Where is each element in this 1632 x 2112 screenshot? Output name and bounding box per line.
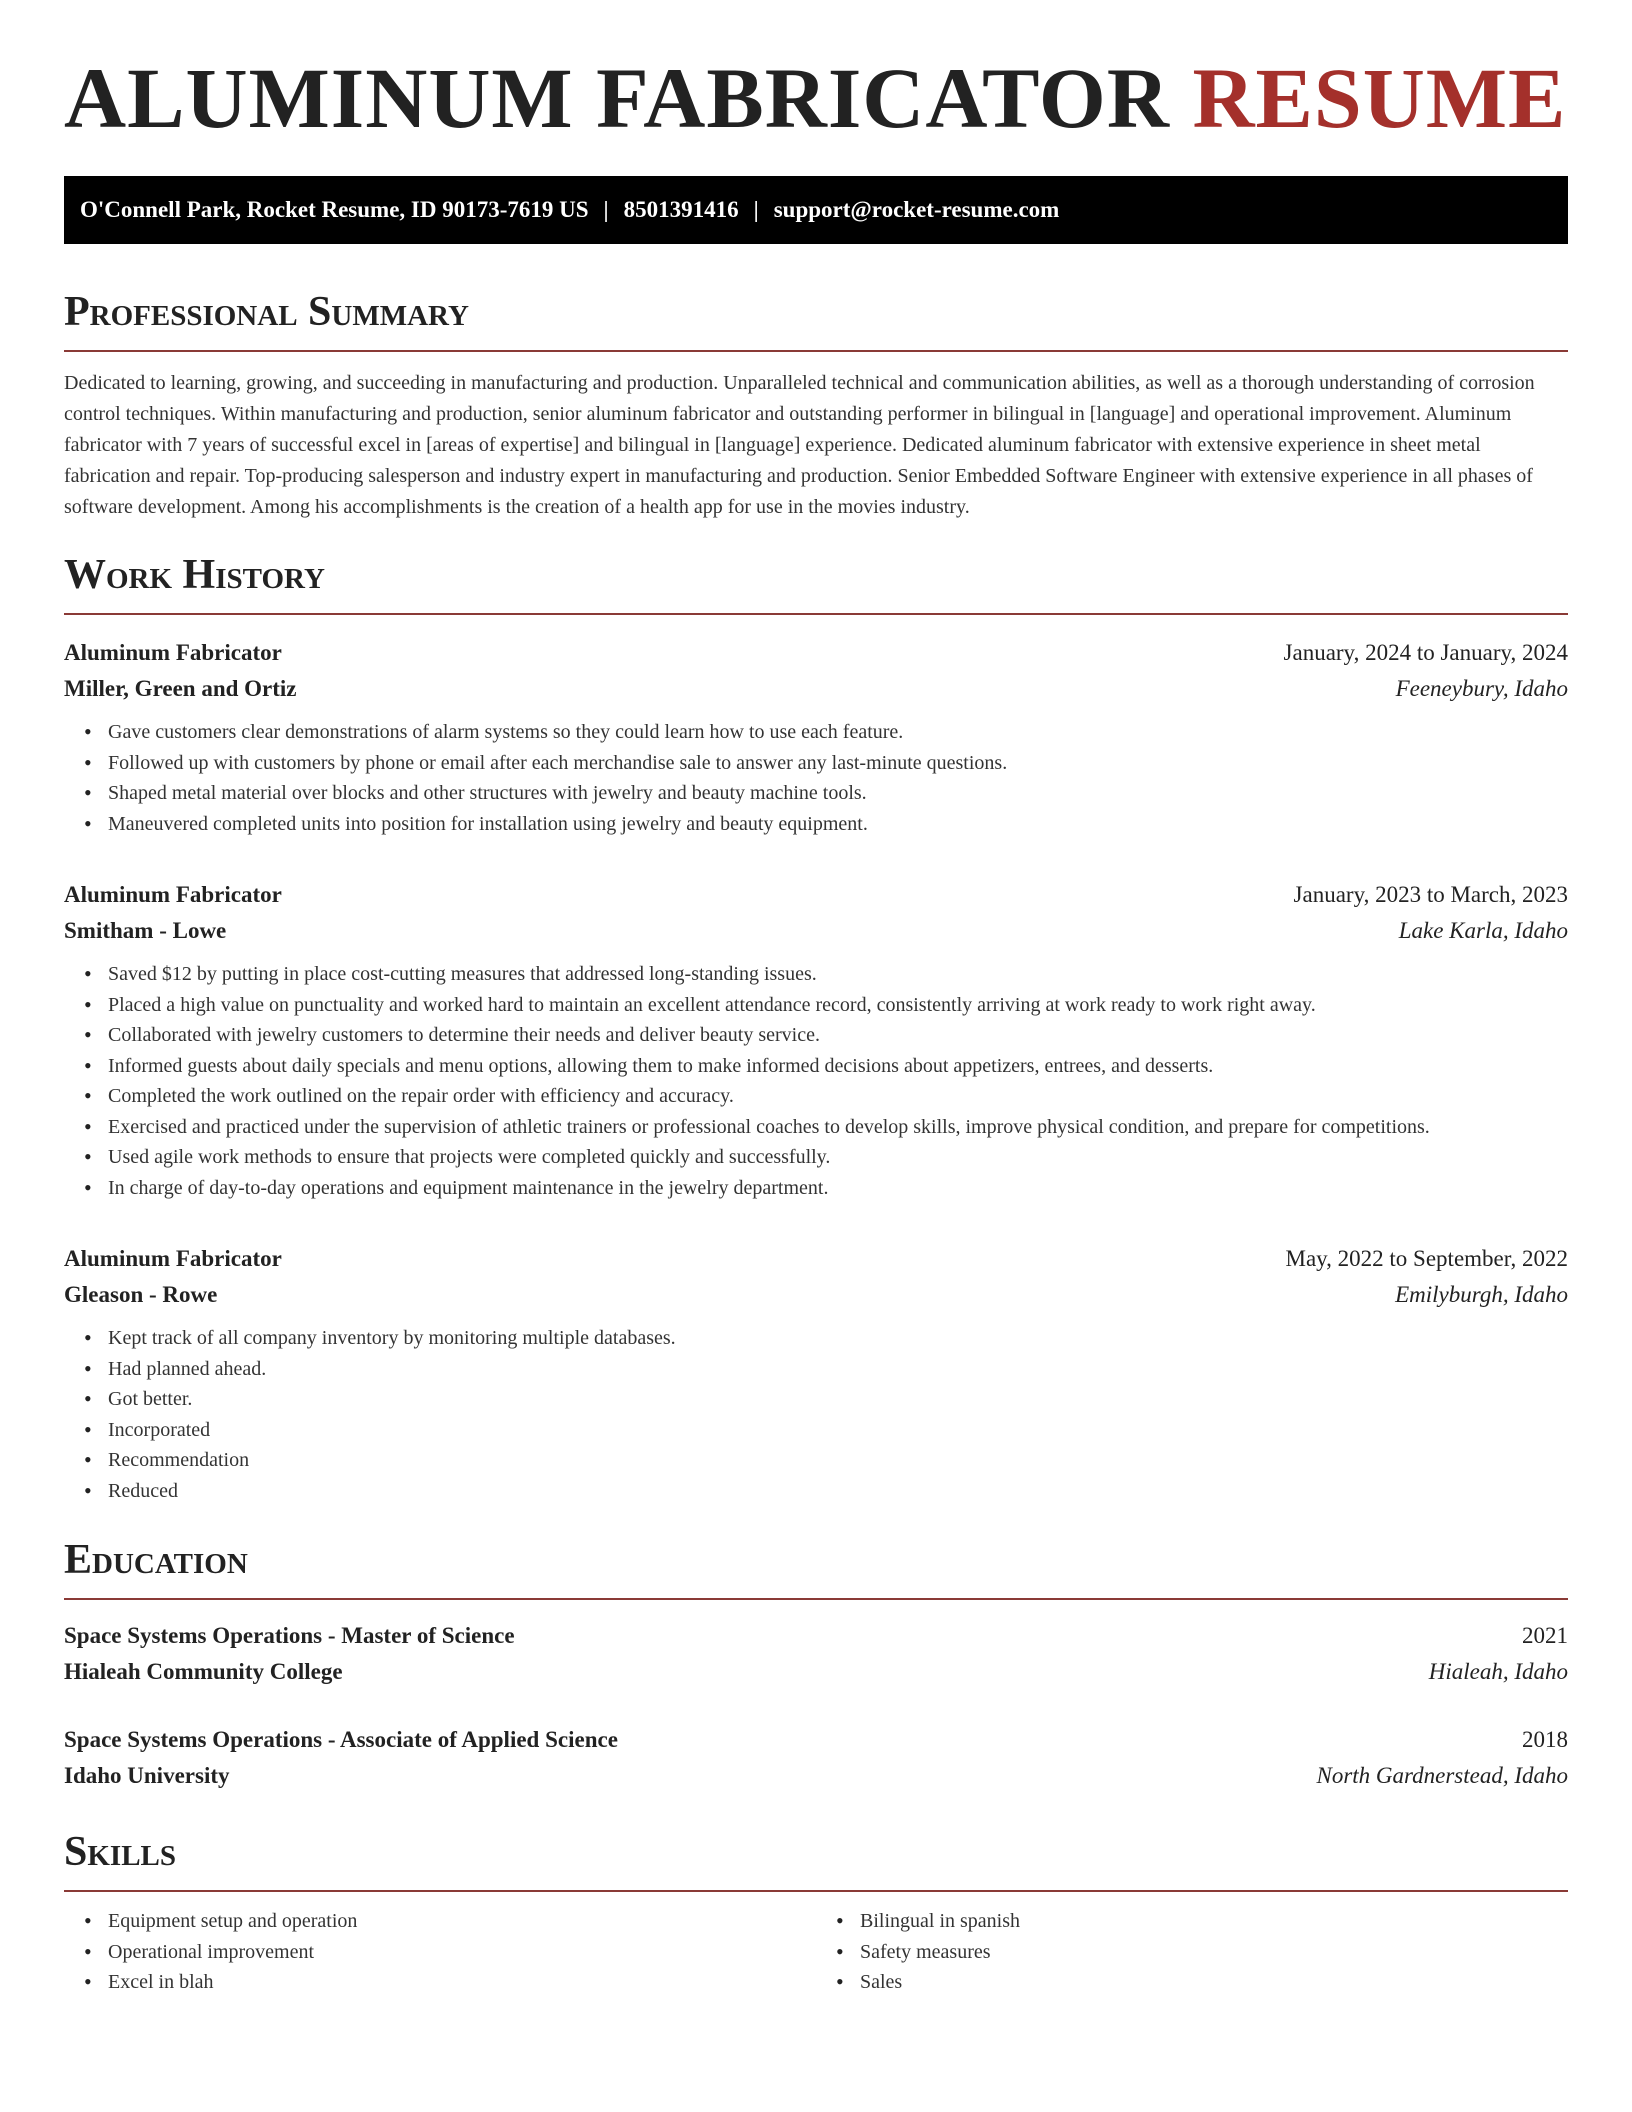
skills-column-right xyxy=(816,1906,1568,1998)
education-year: 2021 xyxy=(1522,1623,1568,1648)
skill-item: • Sales xyxy=(860,1967,1568,1998)
list-item: • Placed a high value on punctuality and worked hard to maintain an excellent attendance record, consistently arriving at work ready to work right away. xyxy=(108,990,1568,1021)
list-item: • Had planned ahead. xyxy=(108,1354,1568,1385)
skills-section xyxy=(64,1828,1568,1998)
contact-separator: | xyxy=(753,197,759,222)
job-company: Smitham - Lowe xyxy=(64,918,227,943)
section-divider xyxy=(64,350,1568,352)
skills-grid xyxy=(64,1906,1568,1998)
job-title: Aluminum Fabricator xyxy=(64,640,282,665)
list-item: • Reduced xyxy=(108,1476,1568,1507)
list-item: • Got better. xyxy=(108,1384,1568,1415)
summary-text: Dedicated to learning, growing, and succeeding in manufacturing and production. Unparalleled technical and communication abilities, as well as a thorough understanding of corrosion control techniques. Within manufacturing and production, senior aluminum fabricator and outstanding performer in bilingual in [language] and operational improvement. Aluminum fabricator with 7 years of successful excel in [areas of expertise] and bilingual in [language] experience. Dedicated aluminum fabricator with extensive experience in sheet metal fabrication and repair. Top-producing salesperson and industry expert in manufacturing and production. Senior Embedded Software Engineer with extensive experience in all phases of software development. Among his accomplishments is the creation of a health app for use in the movies industry. xyxy=(64,372,1535,518)
contact-separator: | xyxy=(603,197,609,222)
education-school: Hialeah Community College xyxy=(64,1659,343,1684)
list-item: • Incorporated xyxy=(108,1415,1568,1446)
job-dates: January, 2024 to January, 2024 xyxy=(1283,640,1568,665)
list-item: • Collaborated with jewelry customers to determine their needs and deliver beauty service. xyxy=(108,1020,1568,1051)
section-divider xyxy=(64,1890,1568,1892)
resume-page xyxy=(64,0,1568,1998)
contact-bar xyxy=(64,176,1568,244)
job-entry xyxy=(64,1241,1568,1506)
list-item: • Informed guests about daily specials and menu options, allowing them to make informed decisions about appetizers, entrees, and desserts. xyxy=(108,1051,1568,1082)
education-section xyxy=(64,1536,1568,1794)
list-item: • Shaped metal material over blocks and other structures with jewelry and beauty machine tools. xyxy=(108,778,1568,809)
education-degree: Space Systems Operations - Associate of Applied Science xyxy=(64,1727,618,1752)
list-item: • Saved $12 by putting in place cost-cutting measures that addressed long-standing issues. xyxy=(108,959,1568,990)
list-item: • Exercised and practiced under the supervision of athletic trainers or professional coaches to develop skills, improve physical condition, and prepare for competitions. xyxy=(108,1112,1568,1143)
education-entry xyxy=(64,1722,1568,1794)
skill-item: • Bilingual in spanish xyxy=(860,1906,1568,1937)
skill-item: • Safety measures xyxy=(860,1937,1568,1968)
skill-item: • Excel in blah xyxy=(108,1967,816,1998)
education-year: 2018 xyxy=(1522,1727,1568,1752)
job-entry xyxy=(64,877,1568,1203)
job-bullets xyxy=(64,1323,1568,1506)
list-item: • Gave customers clear demonstrations of alarm systems so they could learn how to use each feature. xyxy=(108,717,1568,748)
job-entry xyxy=(64,635,1568,839)
education-location: North Gardnerstead, Idaho xyxy=(1316,1763,1568,1788)
list-item: • Kept track of all company inventory by monitoring multiple databases. xyxy=(108,1323,1568,1354)
job-location: Emilyburgh, Idaho xyxy=(1395,1282,1568,1307)
title-main: ALUMINUM FABRICATOR xyxy=(64,50,1170,146)
job-bullets xyxy=(64,959,1568,1203)
skills-list xyxy=(64,1906,816,1998)
resume-title xyxy=(64,0,1568,144)
list-item: • Followed up with customers by phone or email after each merchandise sale to answer any last-minute questions. xyxy=(108,748,1568,779)
list-item: • Maneuvered completed units into position for installation using jewelry and beauty equipment. xyxy=(108,809,1568,840)
skills-column-left xyxy=(64,1906,816,1998)
job-location: Feeneybury, Idaho xyxy=(1395,676,1568,701)
contact-email: support@rocket-resume.com xyxy=(773,197,1060,222)
education-entry xyxy=(64,1618,1568,1690)
section-heading-work: Work History xyxy=(64,552,325,598)
job-company: Miller, Green and Ortiz xyxy=(64,676,297,701)
job-dates: January, 2023 to March, 2023 xyxy=(1293,882,1568,907)
skills-list xyxy=(816,1906,1568,1998)
education-degree: Space Systems Operations - Master of Science xyxy=(64,1623,515,1648)
job-company: Gleason - Rowe xyxy=(64,1282,218,1307)
skill-item: • Equipment setup and operation xyxy=(108,1906,816,1937)
list-item: • Completed the work outlined on the repair order with efficiency and accuracy. xyxy=(108,1081,1568,1112)
job-title: Aluminum Fabricator xyxy=(64,1246,282,1271)
section-heading-skills: Skills xyxy=(64,1829,177,1875)
list-item: • In charge of day-to-day operations and equipment maintenance in the jewelry department. xyxy=(108,1173,1568,1204)
education-location: Hialeah, Idaho xyxy=(1428,1659,1568,1684)
section-heading-education: Education xyxy=(64,1537,248,1583)
list-item: • Used agile work methods to ensure that projects were completed quickly and successfully. xyxy=(108,1142,1568,1173)
contact-phone: 8501391416 xyxy=(623,197,739,222)
section-divider xyxy=(64,613,1568,615)
work-history-section xyxy=(64,551,1568,1506)
job-title: Aluminum Fabricator xyxy=(64,882,282,907)
job-location: Lake Karla, Idaho xyxy=(1398,918,1568,943)
job-bullets xyxy=(64,717,1568,839)
list-item: • Recommendation xyxy=(108,1445,1568,1476)
section-divider xyxy=(64,1598,1568,1600)
job-dates: May, 2022 to September, 2022 xyxy=(1285,1246,1568,1271)
skill-item: • Operational improvement xyxy=(108,1937,816,1968)
section-heading-summary: Professional Summary xyxy=(64,289,469,335)
education-school: Idaho University xyxy=(64,1763,230,1788)
summary-section xyxy=(64,288,1568,523)
title-accent: RESUME xyxy=(1192,50,1567,146)
contact-address: O'Connell Park, Rocket Resume, ID 90173-7619 US xyxy=(80,197,589,222)
